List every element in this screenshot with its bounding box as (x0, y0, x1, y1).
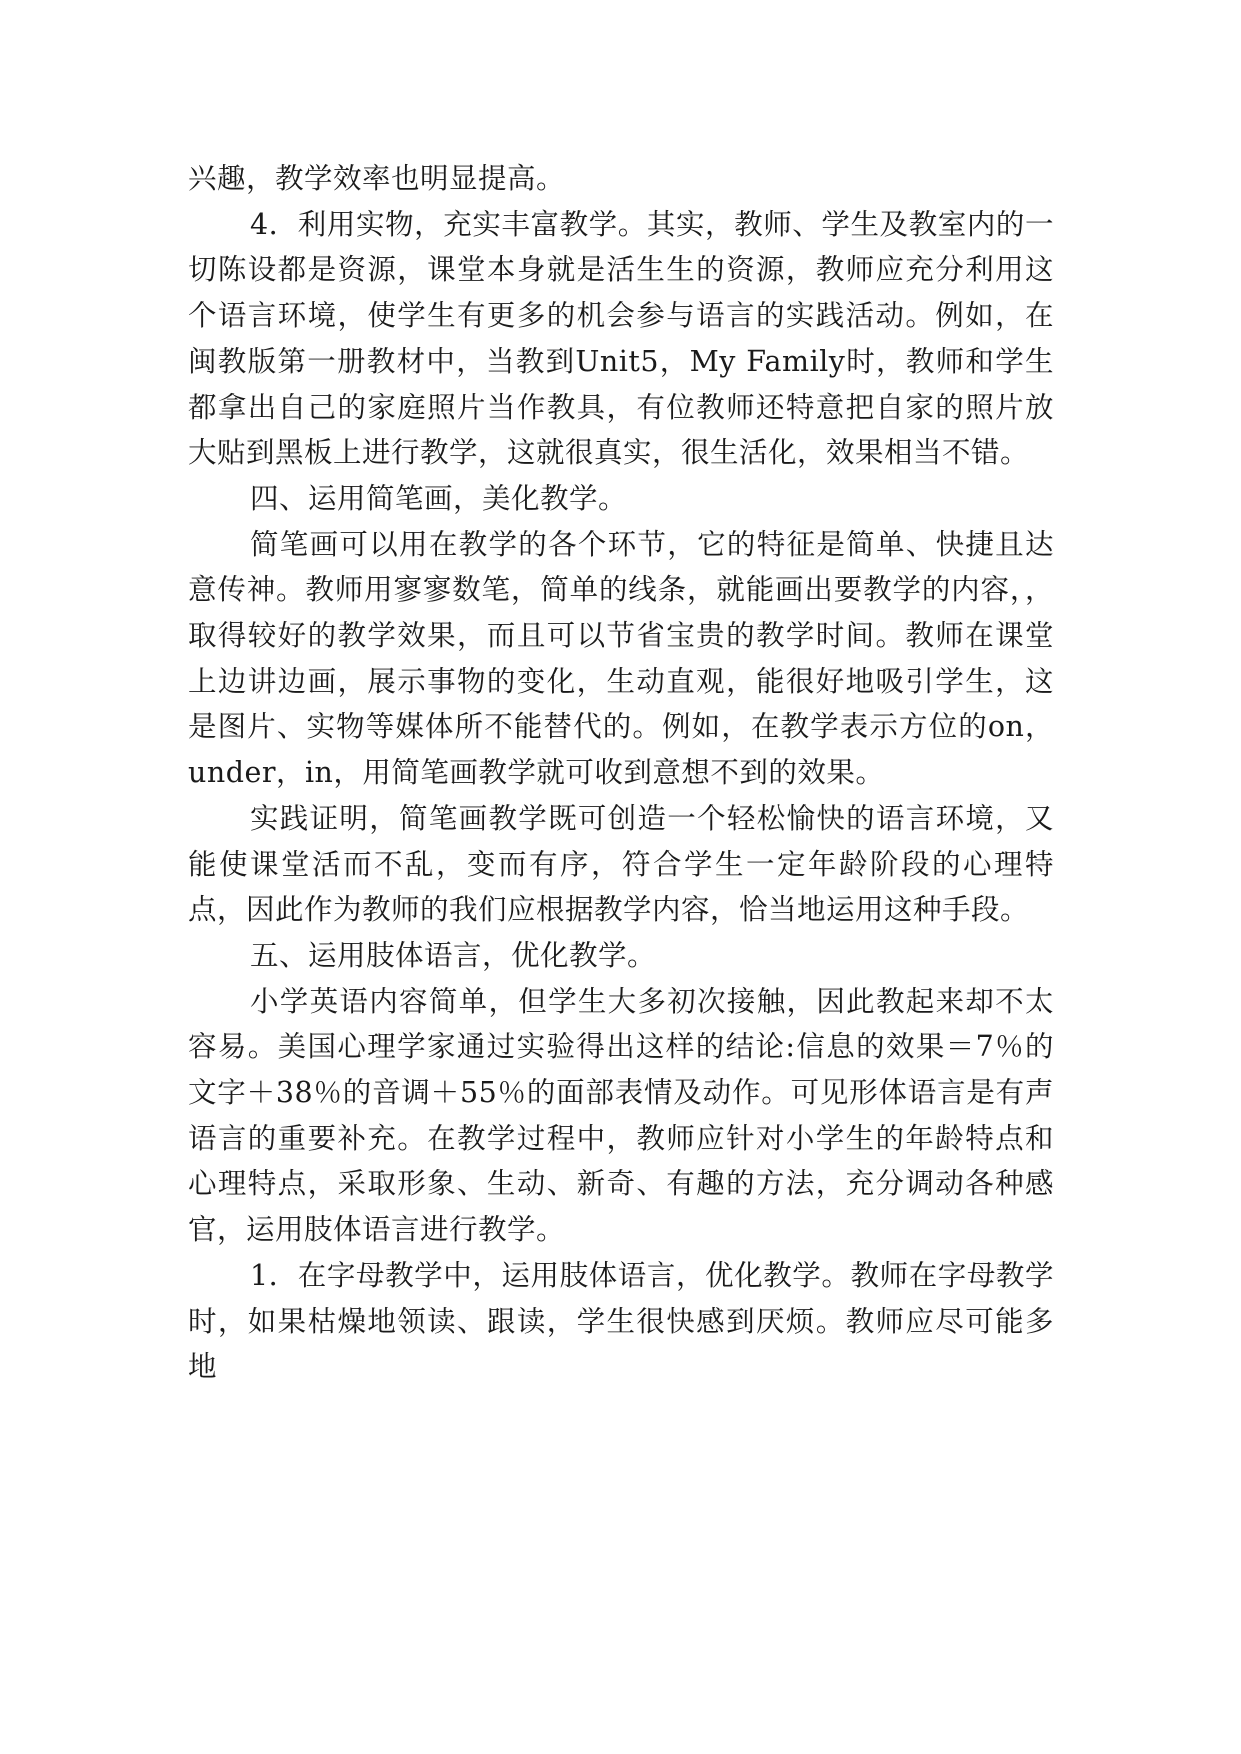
section-heading-4: 四、运用简笔画，美化教学。 (250, 481, 628, 515)
paragraph-body-language: 小学英语内容简单，但学生大多初次接触，因此教起来却不太容易。美国心理学家通过实验得出这样的结论:信息的效果＝7％的文字＋38％的音调＋55％的面部表情及动作。可见形体语言是有声语言的重要补充。在教学过程中，教师应针对小学生的年龄特点和心理特点，采取形象、生动、新奇、有趣的方法，充分调动各种感官，运用肢体语言进行教学。 (188, 984, 1054, 1247)
paragraph-continuation: 兴趣，教学效率也明显提高。 (188, 162, 566, 195)
document-body (188, 156, 1054, 1390)
paragraph-sketch-intro: 简笔画可以用在教学的各个环节，它的特征是简单、快捷且达意传神。教师用寥寥数笔，简单的线条，就能画出要教学的内容，，取得较好的教学效果，而且可以节省宝贵的教学时间。教师在课堂上边讲边画，展示事物的变化，生动直观，能很好地吸引学生，这是图片、实物等媒体所不能替代的。例如，在教学表示方位的on，under，in，用简笔画教学就可收到意想不到的效果。 (188, 527, 1054, 790)
paragraph-item-1: 1．在字母教学中，运用肢体语言，优化教学。教师在字母教学时，如果枯燥地领读、跟读，学生很快感到厌烦。教师应尽可能多地 (188, 1258, 1054, 1384)
paragraph-sketch-practice: 实践证明，简笔画教学既可创造一个轻松愉快的语言环境，又能使课堂活而不乱，变而有序，符合学生一定年龄阶段的心理特点，因此作为教师的我们应根据教学内容，恰当地运用这种手段。 (188, 801, 1054, 927)
section-heading-5: 五、运用肢体语言，优化教学。 (250, 938, 657, 972)
paragraph-item-4: 4．利用实物，充实丰富教学。其实，教师、学生及教室内的一切陈设都是资源，课堂本身就是活生生的资源，教师应充分利用这个语言环境，使学生有更多的机会参与语言的实践活动。例如，在闽教版第一册教材中，当教到Unit5，My Family时，教师和学生都拿出自己的家庭照片当作教具，有位教师还特意把自家的照片放大贴到黑板上进行教学，这就很真实，很生活化，效果相当不错。 (188, 207, 1054, 470)
